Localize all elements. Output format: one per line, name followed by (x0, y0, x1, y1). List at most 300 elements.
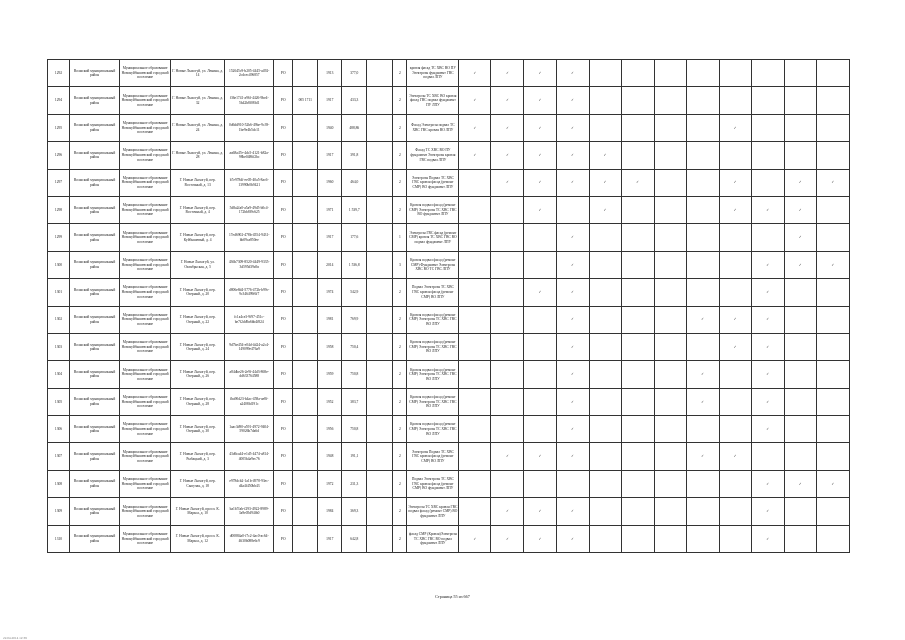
cadastral-cell (293, 279, 318, 306)
district-cell: Волжский муниципальный район (70, 525, 120, 552)
cadastral-cell (293, 224, 318, 251)
settlement-cell: Муниципальное образование Новокуйбышевский городской поселение (120, 443, 171, 470)
check-mark-icon: ✓ (473, 125, 477, 130)
check-cell (719, 306, 751, 333)
year-cell: 1958 (318, 333, 342, 360)
check-cell (784, 306, 816, 333)
district-cell: Волжский муниципальный район (70, 87, 120, 114)
check-cell (524, 306, 556, 333)
check-mark-icon: ✓ (538, 536, 542, 541)
year-cell: 1956 (318, 416, 342, 443)
check-mark-icon: ✓ (505, 70, 509, 75)
check-mark-icon: ✓ (538, 290, 542, 295)
check-mark-icon: ✓ (505, 180, 509, 185)
works-cell: Электроэн ГВС фасад (ремонт СМР) кровля ТС ХВС ГВС ВО подвал фундамент ЛПУ (407, 224, 459, 251)
check-cell (524, 87, 556, 114)
check-cell (556, 388, 589, 415)
check-cell (686, 169, 719, 196)
check-cell (459, 470, 491, 497)
area-cell: 433,3 (342, 87, 367, 114)
address-cell: Г. Новые Лыхогуй, пер. Сыпучая, д. 18 (171, 470, 225, 497)
settlement-cell: Муниципальное образование Новокуйбышевский городской поселение (120, 388, 171, 415)
district-cell: Волжский муниципальный район (70, 361, 120, 388)
row-number: 1306 (48, 416, 70, 443)
check-mark-icon: ✓ (733, 344, 737, 349)
settlement-cell: Муниципальное образование Новокуйбышевский городской поселение (120, 416, 171, 443)
check-cell (621, 224, 654, 251)
check-cell (589, 416, 621, 443)
check-cell (491, 251, 524, 278)
check-mark-icon: ✓ (473, 70, 477, 75)
check-mark-icon: ✓ (603, 180, 607, 185)
house-code-cell: 43d6ca44-e1d5-4474-a814-4005b4a9ec76 (225, 443, 274, 470)
check-cell (621, 388, 654, 415)
works-cell: Подвал Электроэн ТС ХВС ГВС кровля фасад (ремонт СМР) ВО ЛПУ (407, 279, 459, 306)
house-code-cell: e978dcb2-1a1b-4978-93ec-d4a4f450bb43 (225, 470, 274, 497)
extra-cell (367, 169, 393, 196)
check-cell (784, 224, 816, 251)
district-cell: Волжский муниципальный район (70, 251, 120, 278)
check-cell (686, 87, 719, 114)
extra-cell (367, 470, 393, 497)
check-cell (816, 416, 849, 443)
check-cell (719, 251, 751, 278)
works-cell: Электроэн ТС ХВС ВО кровля фасад ГВС подвал фундамент ПУ ЛПУ (407, 87, 459, 114)
check-cell (654, 251, 686, 278)
check-cell (784, 361, 816, 388)
settlement-cell: Муниципальное образование Новокуйбышевский городской поселение (120, 196, 171, 223)
check-cell (556, 114, 589, 141)
address-cell: Г. Новые Лыхогуй, пер. Восточный, д. 4 (171, 196, 225, 223)
settlement-cell: Муниципальное образование Новокуйбышевский городской поселение (120, 142, 171, 169)
check-cell (589, 87, 621, 114)
check-cell (686, 224, 719, 251)
row-number: 1301 (48, 279, 70, 306)
year-cell: 1971 (318, 196, 342, 223)
check-mark-icon: ✓ (505, 454, 509, 459)
check-cell (491, 306, 524, 333)
check-cell (621, 416, 654, 443)
address-cell: Г. Новые Лыхогуй, пер. Озерный, д. 30 (171, 416, 225, 443)
check-cell (686, 333, 719, 360)
year-cell: 2014 (318, 251, 342, 278)
check-mark-icon: ✓ (798, 207, 802, 212)
floors-cell: 3 (393, 251, 407, 278)
floors-cell: 2 (393, 498, 407, 525)
check-cell (621, 333, 654, 360)
check-mark-icon: ✓ (571, 153, 575, 158)
check-cell (556, 279, 589, 306)
row-number: 1309 (48, 498, 70, 525)
check-cell (459, 498, 491, 525)
floors-cell: 2 (393, 361, 407, 388)
check-cell (524, 333, 556, 360)
check-cell (621, 114, 654, 141)
check-cell (686, 306, 719, 333)
house-code-cell: 152645c9-b205-4445-a492-2cdcec496857 (225, 60, 274, 87)
check-cell (686, 498, 719, 525)
district-cell: Волжский муниципальный район (70, 196, 120, 223)
address-cell: Г. Новые Лыхогуй, ул. Октябрьская, д. 5 (171, 251, 225, 278)
cadastral-cell (293, 196, 318, 223)
cadastral-cell (293, 142, 318, 169)
check-cell (524, 169, 556, 196)
table-row (48, 361, 850, 388)
check-cell (654, 443, 686, 470)
table-row (48, 60, 850, 87)
cadastral-cell (293, 416, 318, 443)
row-number: 1304 (48, 361, 70, 388)
works-cell: Подвал Электроэн ТС ХВС ГВС кровля фасад (ремонт СМР) ВО фундамент ЛПУ (407, 470, 459, 497)
cadastral-cell: 005 1711 (293, 87, 318, 114)
year-cell: 1959 (318, 361, 342, 388)
check-cell (524, 416, 556, 443)
check-cell (621, 498, 654, 525)
settlement-cell: Муниципальное образование Новокуйбышевский городской поселение (120, 60, 171, 87)
ro-cell: РО (274, 196, 293, 223)
address-cell: Г. Новые Лыхогуй, ул. Ленина, д. 32 (171, 87, 225, 114)
check-cell (816, 251, 849, 278)
table-row (48, 169, 850, 196)
check-cell (784, 525, 816, 552)
ro-cell: РО (274, 333, 293, 360)
check-cell (816, 470, 849, 497)
ro-cell: РО (274, 416, 293, 443)
check-cell (556, 416, 589, 443)
area-cell: 488,86 (342, 114, 367, 141)
address-cell: Г. Новые Лыхогуй, пер. Озерный, д. 26 (171, 361, 225, 388)
works-cell: Кровля подвал фасад (ремонт СМР) Электроэн ТС ХВС ГВС ВО ЛПУ (407, 306, 459, 333)
check-cell (491, 279, 524, 306)
floors-cell: 1 (393, 224, 407, 251)
check-cell (784, 169, 816, 196)
area-cell: 1 536,8 (342, 251, 367, 278)
check-cell (524, 60, 556, 87)
table-row (48, 251, 850, 278)
check-cell (784, 333, 816, 360)
check-cell (751, 279, 784, 306)
check-cell (751, 196, 784, 223)
ro-cell: РО (274, 169, 293, 196)
works-cell: кровля фасад ТС ХВС ВО ПУ Электроэн фундамент ГВС подвал ЛПУ (407, 60, 459, 87)
check-mark-icon: ✓ (571, 344, 575, 349)
row-number: 1305 (48, 388, 70, 415)
check-cell (686, 196, 719, 223)
check-mark-icon: ✓ (571, 426, 575, 431)
district-cell: Волжский муниципальный район (70, 60, 120, 87)
check-cell (589, 251, 621, 278)
row-number: 1300 (48, 251, 70, 278)
year-cell: 1940 (318, 114, 342, 141)
check-cell (751, 470, 784, 497)
check-cell (556, 333, 589, 360)
check-mark-icon: ✓ (571, 454, 575, 459)
check-cell (459, 224, 491, 251)
extra-cell (367, 498, 393, 525)
check-cell (589, 169, 621, 196)
check-mark-icon: ✓ (538, 98, 542, 103)
house-code-cell: 5d8a2fa0-a5a9-49d5-b0c4-172bb8f9c625 (225, 196, 274, 223)
year-cell: 1917 (318, 224, 342, 251)
table-row (48, 306, 850, 333)
check-cell (784, 196, 816, 223)
check-cell (686, 470, 719, 497)
check-cell (524, 498, 556, 525)
year-cell: 1981 (318, 306, 342, 333)
extra-cell (367, 251, 393, 278)
check-cell (556, 361, 589, 388)
check-cell (459, 525, 491, 552)
floors-cell: 2 (393, 306, 407, 333)
house-code-cell: d806e8d4-5776-472b-b99c-9c346499f6f7 (225, 279, 274, 306)
check-mark-icon: ✓ (701, 399, 705, 404)
check-cell (621, 196, 654, 223)
check-cell (491, 114, 524, 141)
district-cell: Волжский муниципальный район (70, 114, 120, 141)
check-cell (751, 388, 784, 415)
check-cell (654, 498, 686, 525)
check-cell (751, 251, 784, 278)
cadastral-cell (293, 60, 318, 87)
check-mark-icon: ✓ (538, 207, 542, 212)
check-cell (719, 169, 751, 196)
check-cell (686, 142, 719, 169)
cadastral-cell (293, 114, 318, 141)
address-cell: Г. Новые Лыхогуй, пер. Озерный, д. 28 (171, 388, 225, 415)
year-cell: 1972 (318, 470, 342, 497)
area-cell: 177,6 (342, 224, 367, 251)
extra-cell (367, 333, 393, 360)
check-mark-icon: ✓ (766, 207, 770, 212)
check-cell (751, 60, 784, 87)
check-mark-icon: ✓ (701, 454, 705, 459)
extra-cell (367, 114, 393, 141)
check-mark-icon: ✓ (473, 153, 477, 158)
works-cell: Кровля подвал фасад (ремонт СМР) Фундамент Электроэн ХВС ВО ТС ГВС ЛПУ (407, 251, 459, 278)
floors-cell: 2 (393, 416, 407, 443)
check-cell (524, 114, 556, 141)
row-number: 1296 (48, 142, 70, 169)
check-cell (719, 114, 751, 141)
table-row (48, 114, 850, 141)
check-cell (621, 279, 654, 306)
year-cell: 1917 (318, 142, 342, 169)
check-cell (784, 114, 816, 141)
check-cell (556, 224, 589, 251)
cadastral-cell (293, 306, 318, 333)
area-cell: 542,9 (342, 279, 367, 306)
check-cell (816, 142, 849, 169)
check-cell (816, 279, 849, 306)
check-cell (751, 142, 784, 169)
check-cell (719, 416, 751, 443)
district-cell: Волжский муниципальный район (70, 279, 120, 306)
settlement-cell: Муниципальное образование Новокуйбышевский городской поселение (120, 361, 171, 388)
check-cell (686, 443, 719, 470)
check-mark-icon: ✓ (733, 454, 737, 459)
floors-cell: 2 (393, 142, 407, 169)
check-cell (751, 416, 784, 443)
year-cell: 1974 (318, 279, 342, 306)
check-cell (751, 443, 784, 470)
check-cell (686, 416, 719, 443)
check-mark-icon: ✓ (766, 509, 770, 514)
address-cell: Г. Новые Лыхогуй, пер. Куйбышевый, д. 4 (171, 224, 225, 251)
check-mark-icon: ✓ (538, 70, 542, 75)
check-cell (654, 388, 686, 415)
table-row (48, 142, 850, 169)
floors-cell: 2 (393, 279, 407, 306)
extra-cell (367, 416, 393, 443)
check-cell (686, 525, 719, 552)
check-cell (491, 60, 524, 87)
area-cell: 383,7 (342, 388, 367, 415)
ro-cell: РО (274, 114, 293, 141)
floors-cell: 2 (393, 60, 407, 87)
check-cell (524, 224, 556, 251)
check-cell (459, 142, 491, 169)
check-mark-icon: ✓ (571, 399, 575, 404)
check-cell (459, 306, 491, 333)
check-mark-icon: ✓ (766, 262, 770, 267)
cadastral-cell (293, 251, 318, 278)
check-cell (491, 333, 524, 360)
cadastral-cell (293, 498, 318, 525)
check-cell (654, 87, 686, 114)
check-cell (686, 251, 719, 278)
area-cell: 1 539,7 (342, 196, 367, 223)
check-mark-icon: ✓ (766, 426, 770, 431)
check-mark-icon: ✓ (766, 399, 770, 404)
check-cell (686, 114, 719, 141)
district-cell: Волжский муниципальный район (70, 333, 120, 360)
works-cell: Кровля подвал фасад (ремонт СМР) Электроэн ТС ХВС ГВС ВО ЛПУ (407, 416, 459, 443)
floors-cell: 2 (393, 470, 407, 497)
house-code-cell: 0d6dd910-52b6-49be-9c39-1be9e4b5dc11 (225, 114, 274, 141)
check-cell (751, 498, 784, 525)
check-mark-icon: ✓ (571, 70, 575, 75)
check-cell (459, 87, 491, 114)
check-cell (816, 169, 849, 196)
check-cell (816, 114, 849, 141)
check-cell (621, 169, 654, 196)
area-cell: 750,8 (342, 416, 367, 443)
check-cell (686, 388, 719, 415)
register-table (47, 59, 850, 553)
table-row (48, 196, 850, 223)
check-mark-icon: ✓ (571, 235, 575, 240)
check-cell (719, 87, 751, 114)
check-mark-icon: ✓ (505, 98, 509, 103)
check-mark-icon: ✓ (636, 180, 640, 185)
check-cell (459, 388, 491, 415)
year-cell: 1917 (318, 87, 342, 114)
check-cell (719, 142, 751, 169)
row-number: 1303 (48, 333, 70, 360)
check-mark-icon: ✓ (603, 153, 607, 158)
extra-cell (367, 361, 393, 388)
check-mark-icon: ✓ (831, 481, 835, 486)
year-cell: 1952 (318, 388, 342, 415)
check-cell (784, 251, 816, 278)
check-cell (524, 251, 556, 278)
check-mark-icon: ✓ (505, 125, 509, 130)
check-cell (719, 498, 751, 525)
year-cell: 1948 (318, 443, 342, 470)
district-cell: Волжский муниципальный район (70, 443, 120, 470)
check-cell (556, 470, 589, 497)
works-cell: Кровля подвал фасад (ремонт СМР) Электроэн ТС ХВС ГВС ВО ЛПУ (407, 333, 459, 360)
check-cell (621, 251, 654, 278)
check-cell (719, 525, 751, 552)
check-mark-icon: ✓ (831, 262, 835, 267)
district-cell: Волжский муниципальный район (70, 470, 120, 497)
register-rows (48, 60, 850, 553)
check-mark-icon: ✓ (538, 180, 542, 185)
check-mark-icon: ✓ (766, 317, 770, 322)
cadastral-cell (293, 470, 318, 497)
check-cell (459, 361, 491, 388)
table-row (48, 498, 850, 525)
check-cell (784, 279, 816, 306)
house-code-cell: f36e1741-a96f-4426-9be4-5b42b8f08fd1 (225, 87, 274, 114)
check-cell (719, 60, 751, 87)
check-cell (751, 224, 784, 251)
check-cell (621, 87, 654, 114)
check-cell (816, 388, 849, 415)
check-cell (621, 525, 654, 552)
floors-cell: 2 (393, 87, 407, 114)
check-mark-icon: ✓ (733, 207, 737, 212)
table-row (48, 388, 850, 415)
check-cell (784, 60, 816, 87)
check-cell (589, 279, 621, 306)
check-cell (816, 498, 849, 525)
check-mark-icon: ✓ (571, 317, 575, 322)
check-cell (654, 279, 686, 306)
district-cell: Волжский муниципальный район (70, 224, 120, 251)
check-cell (621, 443, 654, 470)
print-timestamp: 22.04.2014 12:39 (3, 636, 27, 640)
check-cell (491, 498, 524, 525)
check-cell (784, 498, 816, 525)
check-cell (589, 60, 621, 87)
check-cell (784, 142, 816, 169)
check-cell (556, 525, 589, 552)
check-mark-icon: ✓ (571, 372, 575, 377)
check-cell (491, 443, 524, 470)
check-mark-icon: ✓ (798, 262, 802, 267)
check-cell (719, 470, 751, 497)
check-mark-icon: ✓ (571, 98, 575, 103)
check-cell (524, 388, 556, 415)
address-cell: Г. Новые Лыхогуй, пер. Рыбацкий, д. 3 (171, 443, 225, 470)
address-cell: Г. Новые Лыхогуй, пер. Озерный, д. 20 (171, 279, 225, 306)
table-row (48, 224, 850, 251)
check-cell (751, 114, 784, 141)
cadastral-cell (293, 361, 318, 388)
check-cell (654, 196, 686, 223)
check-mark-icon: ✓ (571, 180, 575, 185)
check-cell (719, 361, 751, 388)
check-cell (719, 279, 751, 306)
check-mark-icon: ✓ (473, 98, 477, 103)
district-cell: Волжский муниципальный район (70, 169, 120, 196)
check-mark-icon: ✓ (473, 536, 477, 541)
works-cell: Электроэн ТС ХВС кровля ГВС подвал фасад (ремонт СМР) ВО фундамент ЛПУ (407, 498, 459, 525)
floors-cell: 2 (393, 333, 407, 360)
check-cell (816, 361, 849, 388)
